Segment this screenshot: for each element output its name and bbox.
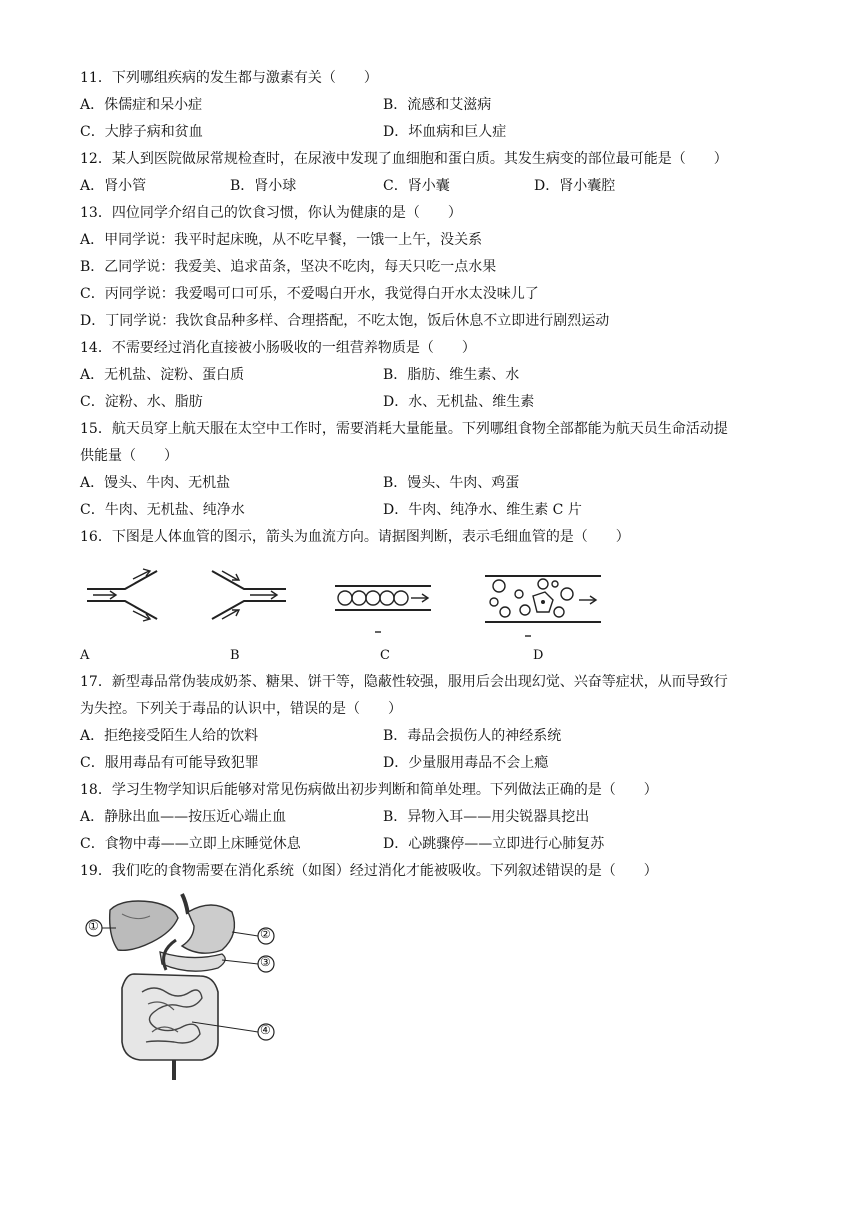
q11-option-b: B．流感和艾滋病 [383,97,492,113]
q17-option-b: B．毒品会损伤人的神经系统 [383,728,562,744]
q15-option-a: A．馒头、牛肉、无机盐 [80,475,231,491]
q13-option-a: A．甲同学说：我平时起床晚，从不吃早餐，一饿一上午，没关系 [80,232,483,248]
q14-option-a: A．无机盐、淀粉、蛋白质 [80,367,245,383]
q15-option-d: D．牛肉、纯净水、维生素 C 片 [383,502,582,518]
q16-stem: 16．下图是人体血管的图示，箭头为血流方向。请据图判断，表示毛细血管的是（ ） [80,529,630,545]
vessel-figure-c [335,580,435,640]
vessel-figure-d [485,572,605,642]
q19-stem: 19．我们吃的食物需要在消化系统（如图）经过消化才能被吸收。下列叙述错误的是（ ） [80,863,658,879]
vessel-label-b: B [230,648,240,663]
q12-stem: 12．某人到医院做尿常规检查时，在尿液中发现了血细胞和蛋白质。其发生病变的部位最可能是（ ） [80,151,728,167]
q11-stem: 11．下列哪组疾病的发生都与激素有关（ ） [80,70,378,86]
q13-option-c: C．丙同学说：我爱喝可口可乐，不爱喝白开水，我觉得白开水太没味儿了 [80,286,539,302]
q17-stem-line1: 17．新型毒品常伪装成奶茶、糖果、饼干等，隐蔽性较强，服用后会出现幻觉、兴奋等症状，从而导致行 [80,674,728,690]
q12-option-b: B．肾小球 [230,178,297,194]
q14-option-b: B．脂肪、维生素、水 [383,367,520,383]
q17-option-d: D．少量服用毒品不会上瘾 [383,755,549,771]
vessel-figure-a [85,565,165,625]
q17-option-a: A．拒绝接受陌生人给的饮料 [80,728,259,744]
vessel-label-c: C [380,648,390,663]
q14-option-c: C．淀粉、水、脂肪 [80,394,203,410]
q11-option-d: D．坏血病和巨人症 [383,124,507,140]
q12-option-c: C．肾小囊 [383,178,450,194]
q13-option-b: B．乙同学说：我爱美、追求苗条，坚决不吃肉，每天只吃一点水果 [80,259,497,275]
vessel-label-a: A [80,648,90,663]
marker-4: ④ [260,1023,271,1037]
q11-option-a: A．侏儒症和呆小症 [80,97,203,113]
q14-stem: 14．不需要经过消化直接被小肠吸收的一组营养物质是（ ） [80,340,476,356]
q15-option-c: C．牛肉、无机盐、纯净水 [80,502,245,518]
q17-option-c: C．服用毒品有可能导致犯罪 [80,755,259,771]
q18-option-c: C．食物中毒——立即上床睡觉休息 [80,836,301,852]
q13-stem: 13．四位同学介绍自己的饮食习惯，你认为健康的是（ ） [80,205,462,221]
q18-option-d: D．心跳骤停——立即进行心肺复苏 [383,836,605,852]
vessel-figure-b [210,565,290,625]
q14-option-d: D．水、无机盐、维生素 [383,394,535,410]
marker-2: ② [260,927,271,941]
q18-stem: 18．学习生物学知识后能够对常见伤病做出初步判断和简单处理。下列做法正确的是（ ） [80,782,658,798]
q15-stem-line1: 15．航天员穿上航天服在太空中工作时，需要消耗大量能量。下列哪组食物全部都能为航天员生命活动提 [80,421,728,437]
marker-3: ③ [260,955,271,969]
q12-option-d: D．肾小囊腔 [534,178,616,194]
q11-option-c: C．大脖子病和贫血 [80,124,203,140]
q15-stem-line2: 供能量（ ） [80,448,178,464]
q15-option-b: B．馒头、牛肉、鸡蛋 [383,475,520,491]
marker-1: ① [88,919,99,933]
vessel-label-d: D [533,648,544,663]
q17-stem-line2: 为失控。下列关于毒品的认识中，错误的是（ ） [80,701,402,717]
q12-option-a: A．肾小管 [80,178,147,194]
digestive-system-figure [82,892,282,1092]
q18-option-b: B．异物入耳——用尖锐器具挖出 [383,809,590,825]
q13-option-d: D．丁同学说：我饮食品种多样、合理搭配，不吃太饱，饭后休息不立即进行剧烈运动 [80,313,610,329]
q18-option-a: A．静脉出血——按压近心端止血 [80,809,287,825]
